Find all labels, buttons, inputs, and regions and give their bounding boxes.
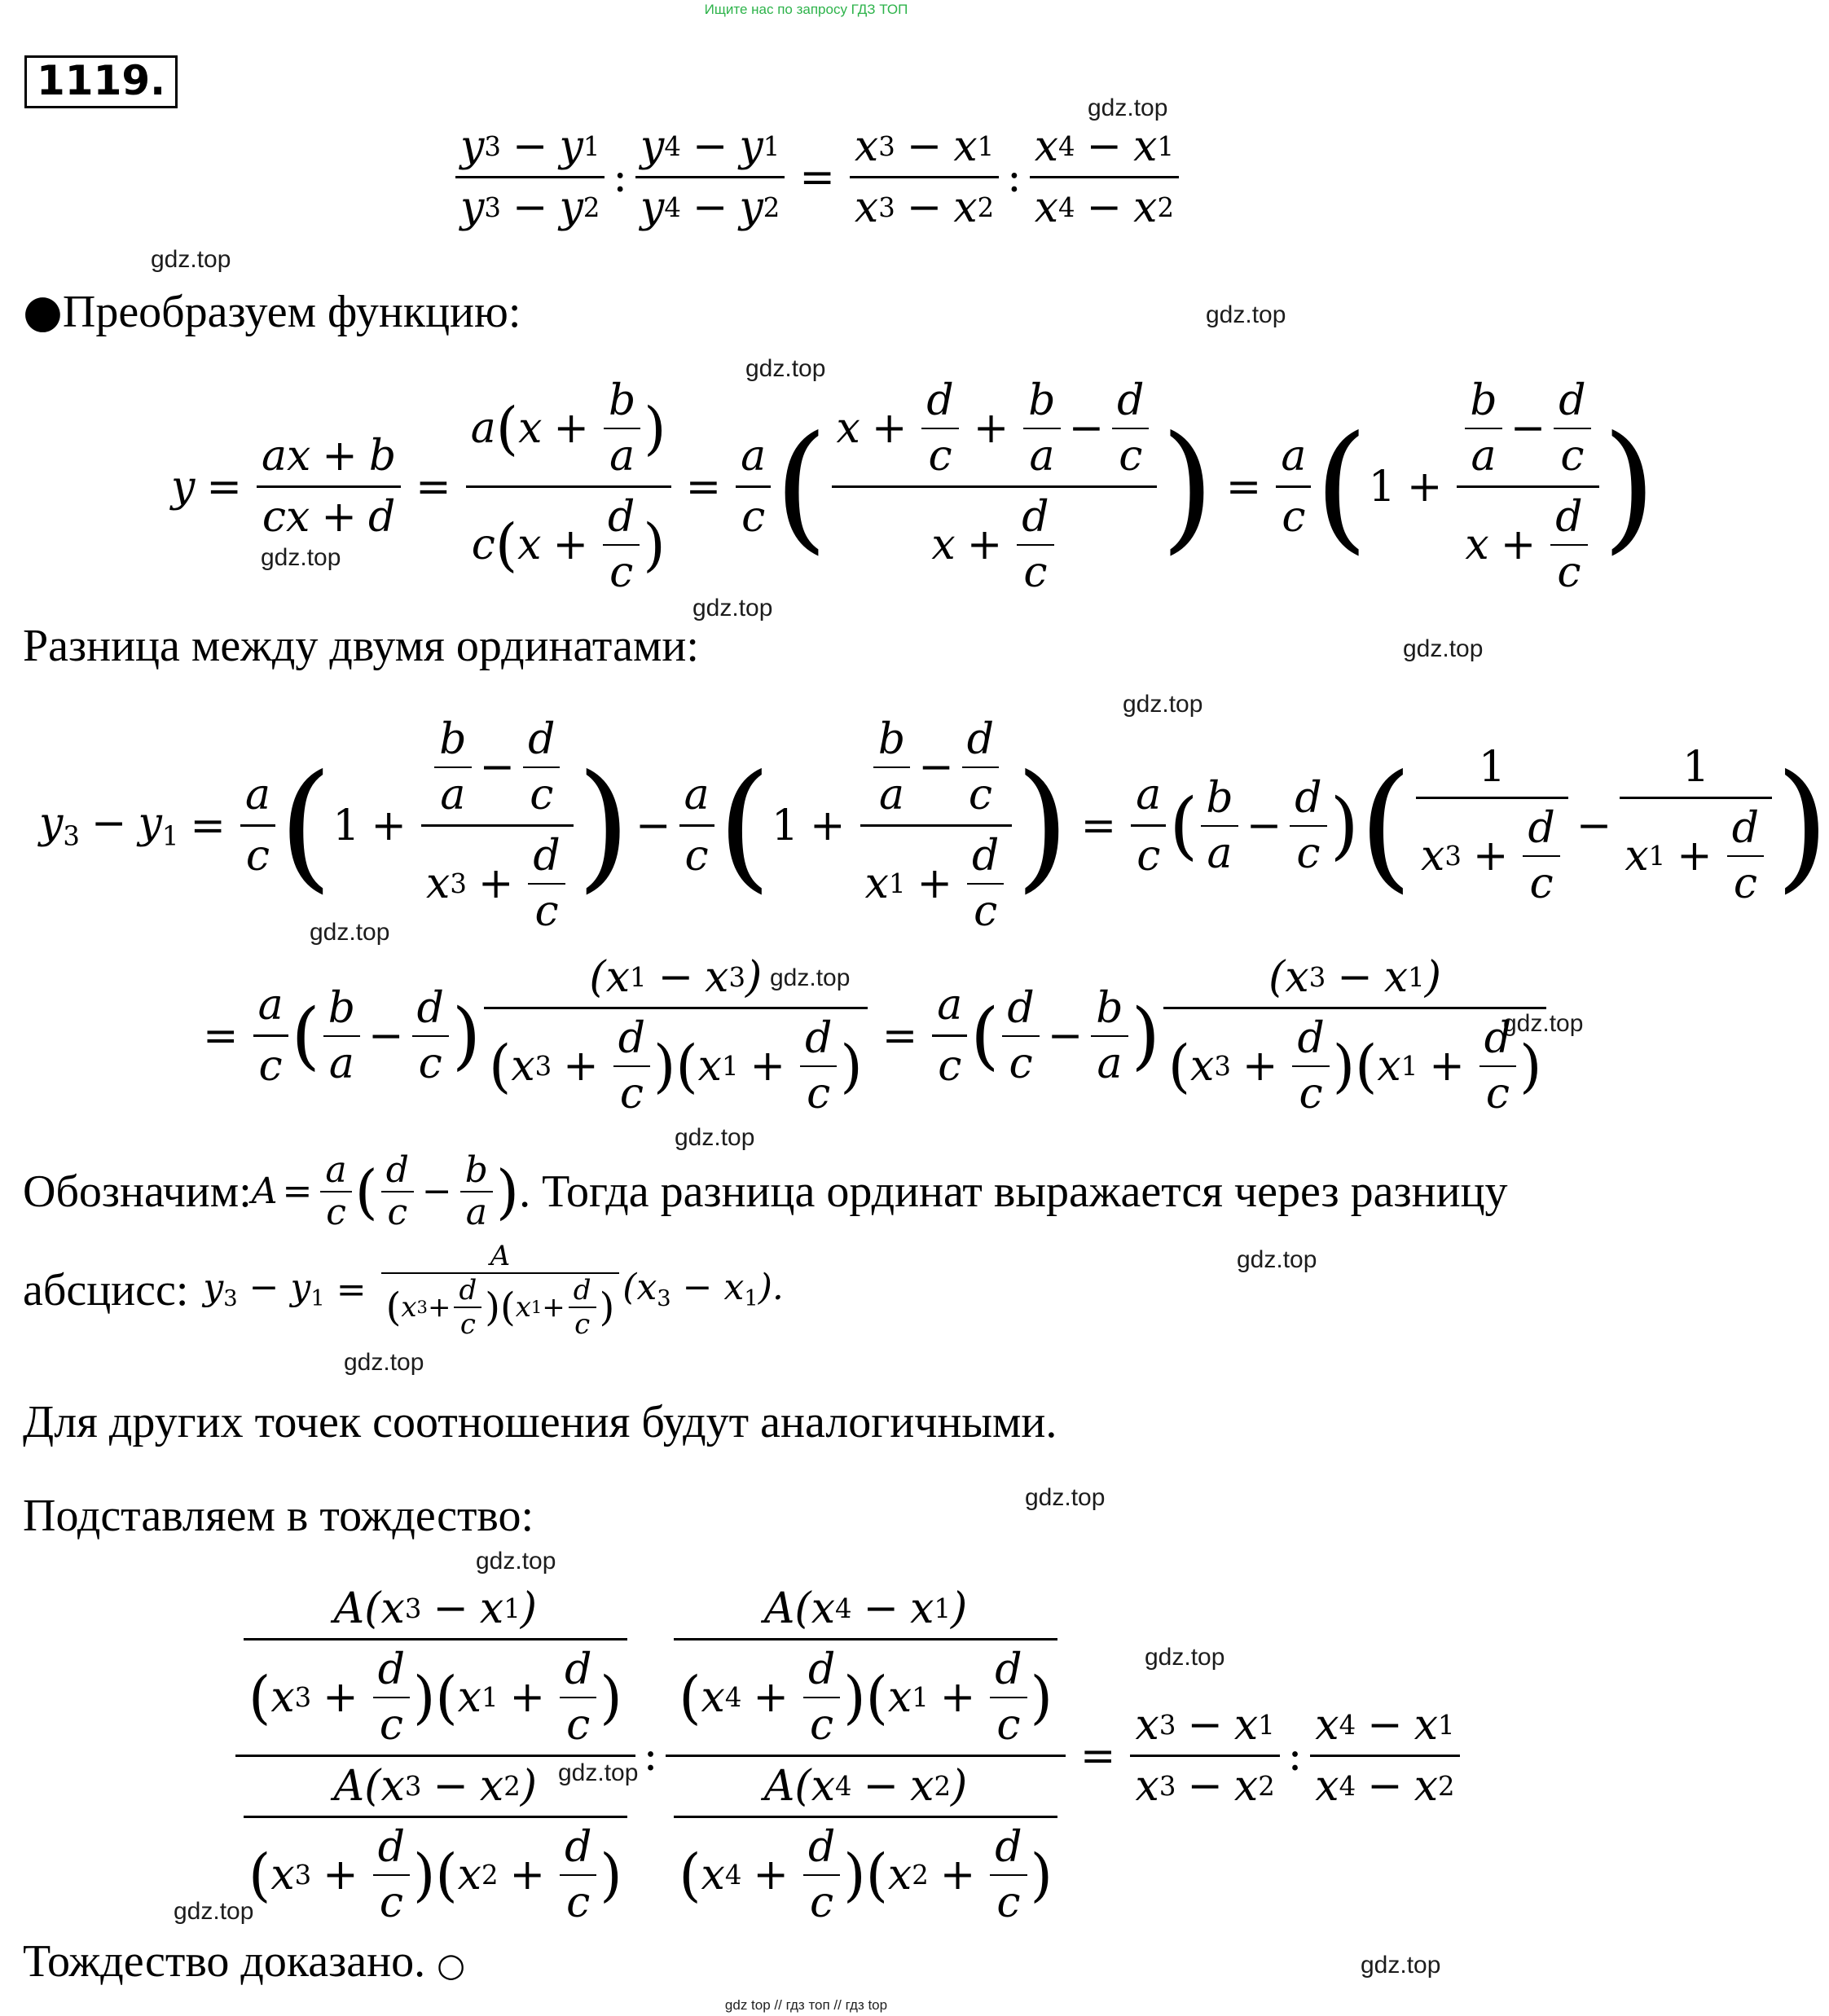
watermark: gdz.top [344, 1349, 424, 1376]
similar-line: Для других точек соотношения будут аналогичными. [23, 1397, 1057, 1447]
difference-heading: Разница между двумя ординатами: [23, 621, 699, 671]
watermark: gdz.top [1403, 635, 1484, 662]
watermark: gdz.top [261, 544, 341, 571]
watermark: gdz.top [1206, 301, 1286, 328]
proved-line: Тождество доказано. ○ [23, 1936, 465, 1987]
bottom-banner[interactable]: gdz top // гдз топ // гдз top [724, 1997, 888, 2013]
ordinate-difference-continued: = $\frac{a}{c}$ ( $\frac{b}{a}$ − $\frac{d}{c}$ ) (x 1 − x 3 ) ( x 3 + $\frac{d}{c}$ ) ( x 1 + $\frac{d}{c}$ ) = $\frac{a}{c}$ ( $\frac{d}{c}$ − $\frac{b}{a}$ ) (x 3 − x 1 ) ( x 3 + $\frac{d}{c}$ ) ( x 1 + $\frac{d}{c}$ ) [191, 953, 1550, 1118]
watermark: gdz.top [476, 1548, 556, 1575]
watermark: gdz.top [1088, 94, 1168, 121]
watermark: gdz.top [770, 964, 851, 991]
watermark: gdz.top [675, 1124, 755, 1151]
substitution-formula: A(x 3 − x 1 ) ( x 3 + $\frac{d}{c}$ ) ( x 1 + $\frac{d}{c}$ ) A(x 3 − x 2 ) ( x 3 + $\frac{d}{c}$ ) ( x 2 + $\frac{d}{c}$ ) : A(x 4 − x 1 ) ( x 4 + $\frac{d}{c}$ ) ( x 1 + $\frac{d}{c}$ ) A(x 4 − x 2 ) ( x 4 + $\frac{d}{c}$ ) ( x 2 + $\frac{d}{c}$ ) = x 3 − x 1 x 3 − x 2 : x 4 − x 1 x 4 − x 2 [232, 1584, 1463, 1927]
watermark: gdz.top [310, 919, 390, 946]
problem-number: 1119. [24, 55, 178, 108]
identity-formula: y 3 − y 1 y 3 − y 2 : y 4 − y 1 y 4 − y 2 = x 3 − x 1 x 3 − x 2 : x 4 − x 1 x 4 − x 2 [452, 122, 1182, 232]
top-banner[interactable]: Ищите нас по запросу ГДЗ ТОП [704, 2, 908, 17]
watermark: gdz.top [1123, 691, 1203, 718]
watermark: gdz.top [1145, 1644, 1225, 1671]
bullet-icon: ● [23, 285, 63, 338]
transform-heading: ●Преобразуем функцию: [23, 285, 521, 338]
circle-icon: ○ [437, 1947, 465, 1984]
ordinate-difference-formula: $y_3 - y_1$ = $\frac{a}{c}$ ( 1 + $\frac{b}{a}$ − $\frac{d}{c}$ x 3 + $\frac{d}{c}$ ) − $\frac{a}{c}$ ( 1 + $\frac{b}{a}$ − $\frac{d}{c}$ x 1 + $\frac{d}{c}$ ) = $\frac{a}{c}$ ( $\frac{b}{a}$ − $\frac{d}{c}$ ) ( 1 x 3 + $\frac{d}{c}$ − 1 x 1 + $\frac{d}{c}$ ) [39, 715, 1829, 936]
abscissa-line: абсцисс: $y_3 - y_1$ = A ( x 3 + $\frac{d}{c}$ ) ( x 1 + $\frac{d}{c}$ ) $(x_3 - x_1)$. [23, 1240, 784, 1341]
watermark: gdz.top [1237, 1246, 1317, 1273]
denote-line: Обозначим: A = $\frac{a}{c}$ ( $\frac{d}{c}$ − $\frac{b}{a}$ ) . Тогда разница ординат выражается через разницу [23, 1149, 1508, 1233]
watermark: gdz.top [174, 1898, 254, 1925]
substitute-line: Подставляем в тождество: [23, 1491, 534, 1541]
watermark: gdz.top [558, 1759, 639, 1786]
watermark: gdz.top [692, 595, 773, 621]
watermark: gdz.top [1025, 1484, 1106, 1511]
watermark: gdz.top [151, 246, 231, 273]
watermark: gdz.top [1503, 1010, 1584, 1037]
watermark: gdz.top [1361, 1952, 1441, 1979]
transform-formula: y = ax + b cx + d = a ( x + $\frac{b}{a}$ ) c ( x + $\frac{d}{c}$ ) = $\frac{a}{c}$ ( x + $\frac{d}{c}$ + $\frac{b}{a}$ − $\frac{d}{c}$ x + $\frac{d}{c}$ ) = $\frac{a}{c}$ ( 1 + $\frac{b}{a}$ − $\frac{d}{c}$ x + $\frac{d}{c}$ ) [171, 376, 1656, 597]
watermark: gdz.top [745, 355, 826, 382]
